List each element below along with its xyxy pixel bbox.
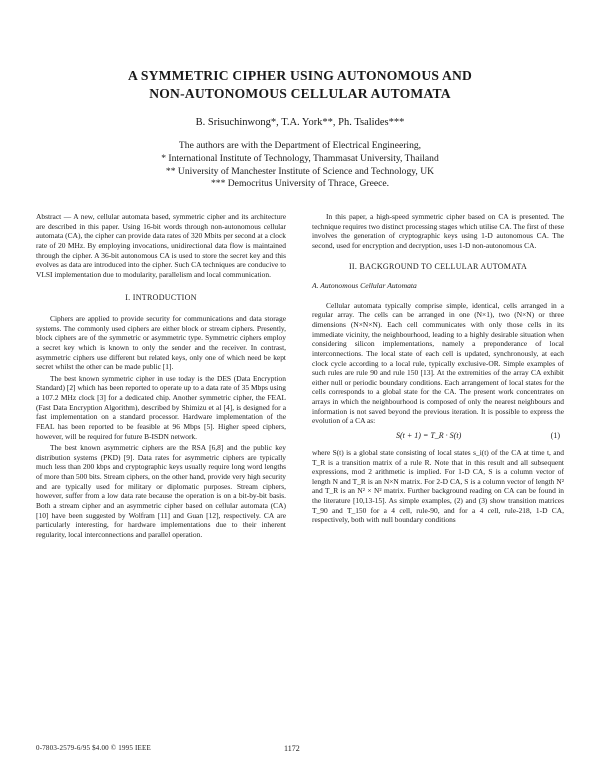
affiliations bbox=[60, 140, 540, 191]
intro-paragraph: The best known asymmetric ciphers are the RSA [6,8] and the public key distribution systems (PKD) [9]. Data rates for asymmetric ciphers are typically much less than 200 kbps and cryptographic keys usually require long word lengths of more than 500 bits. Stream ciphers, on the other hand, provide very high security and are typically used for military or diplomatic purposes. Stream ciphers, however, suffer from a low data rate because the operation is on a bit-by-bit basis. Both a stream cipher and an asymmetric cipher based on cellular automata (CA) [10] have been suggested by Wolfram [11] and Guan [12], respectively. CA are particularly interesting, for hardware implementations due to their inherent regularity, local interconnections and parallel operation. bbox=[36, 443, 286, 539]
authors: B. Srisuchinwong*, T.A. York**, Ph. Tsalides*** bbox=[195, 117, 405, 128]
left-column bbox=[36, 212, 286, 539]
affiliation-line: *** Democritus University of Thrace, Greece. bbox=[210, 178, 390, 190]
subsection-heading: A. Autonomous Cellular Automata bbox=[312, 281, 417, 291]
title-line-2: NON-AUTONOMOUS CELLULAR AUTOMATA bbox=[149, 86, 451, 101]
affiliation-line: The authors are with the Department of Electrical Engineering, bbox=[178, 140, 422, 151]
section-1-heading: I. INTRODUCTION bbox=[125, 293, 197, 303]
section-2-heading: II. BACKGROUND TO CELLULAR AUTOMATA bbox=[348, 261, 528, 271]
affiliation-line: * International Institute of Technology, Thammasat University, Thailand bbox=[161, 152, 439, 164]
intro-paragraph: Ciphers are applied to provide security for communications and data storage systems. The commonly used ciphers are either block or stream ciphers. Presently, block ciphers are of the symmetric or asymmetric type. Symmetric ciphers employ a secret key which is known to only the sender and the receiver. In contrast, asymmetric ciphers use different but related keys, only one of which need be kept secret whilst the other can be made public [1]. bbox=[36, 314, 286, 372]
affiliation-line: ** University of Manchester Institute of Science and Technology, UK bbox=[165, 165, 435, 177]
paper-title bbox=[60, 67, 540, 103]
abstract: Abstract — A new, cellular automata based, symmetric cipher and its architecture are described in this paper. Using 16-bit words through non-autonomous cellular automata (CA), the cipher can provide data rates of 320 Mbits per second at a clock rate of 20 MHz. By employing invocations, unidirectional data flow is maintained through the cipher. A 36-bit autonomous CA is used to store the secret key and this evolves as data are introduced into the cipher. Such CA techniques are conducive to VLSI implementation due to modularity, parallelism and local communication. bbox=[36, 212, 286, 279]
right-column bbox=[312, 212, 564, 525]
equation-expression: S(t + 1) = T_R · S(t) bbox=[396, 430, 462, 440]
intro-paragraph: The best known symmetric cipher in use today is the DES (Data Encryption Standard) [2] which has been reported to operate up to a data rate of 35 Mbps using a 107.2 MHz clock [3] for a dedicated chip. Another symmetric cipher, the FEAL (Fast Data Encryption Algorithm), described by Shimizu et al [4], is designed for a fast implementation on a standard processor. Hardware implementation of the FEAL has been reported to be feasible at 96 Mbps [5]. Higher speed ciphers, however, will be required for future B-ISDN network. bbox=[36, 373, 286, 441]
equation bbox=[312, 429, 564, 443]
background-paragraph: Cellular automata typically comprise simple, identical, cells arranged in a regular array. The cells can be arranged in one (N×1), two (N×N) or three dimensions (N×N×N). Each cell communicates with only those cells in its immediate vicinity, the neighbourhood, leading to a highly desirable situation when considering silicon implementations, namely a preponderance of local interconnections. The local state of each cell is updated, synchronously, at each clock cycle according to a local rule, typically exclusive-OR. Simple examples of such rules are rule 90 and rule 150 [13]. At the extremities of the array CA exhibit either null or periodic boundary conditions. Each arrangement of local states for the cells corresponds to a global state for the CA. The present work concentrates on arrays in which the neighbourhood is composed of only the nearest neighbours and information is not saved beyond the previous iteration. It is possible to express the evolution of a CA as: bbox=[312, 300, 564, 426]
intro-paragraph: In this paper, a high-speed symmetric cipher based on CA is presented. The technique requires two distinct processing stages which utilise CA. The first of these involves the generation of cryptographic keys using 1-D autonomous CA. The second, used for encryption and decryption, uses 1-D non-autonomous CA. bbox=[312, 212, 564, 250]
title-line-1: A SYMMETRIC CIPHER USING AUTONOMOUS AND bbox=[127, 68, 473, 83]
equation-number: (1) bbox=[550, 430, 560, 440]
background-paragraph: where S(t) is a global state consisting of local states s_i(t) of the CA at time t, and T_R is a transition matrix of a rule R. Note that in this result and all subsequent expressions, mod 2 arithmetic is implied. For 1-D CA, S is a column vector of length N and T_R is an N×N matrix. For 2-D CA, S is a column vector of length N² and T_R is an N² × N² matrix. Further background reading on CA can be found in the literature [10,13-15]. As simple examples, (2) and (3) show transition matrices T_90 and T_150 for a 4 cell, rule-90, and for a 4 cell, rule-218, 1-D CA, respectively, both with null boundary conditions bbox=[312, 447, 564, 525]
page-number: 1172 bbox=[284, 744, 300, 753]
footer-isbn: 0-7803-2579-6/95 $4.00 © 1995 IEEE bbox=[36, 744, 151, 752]
